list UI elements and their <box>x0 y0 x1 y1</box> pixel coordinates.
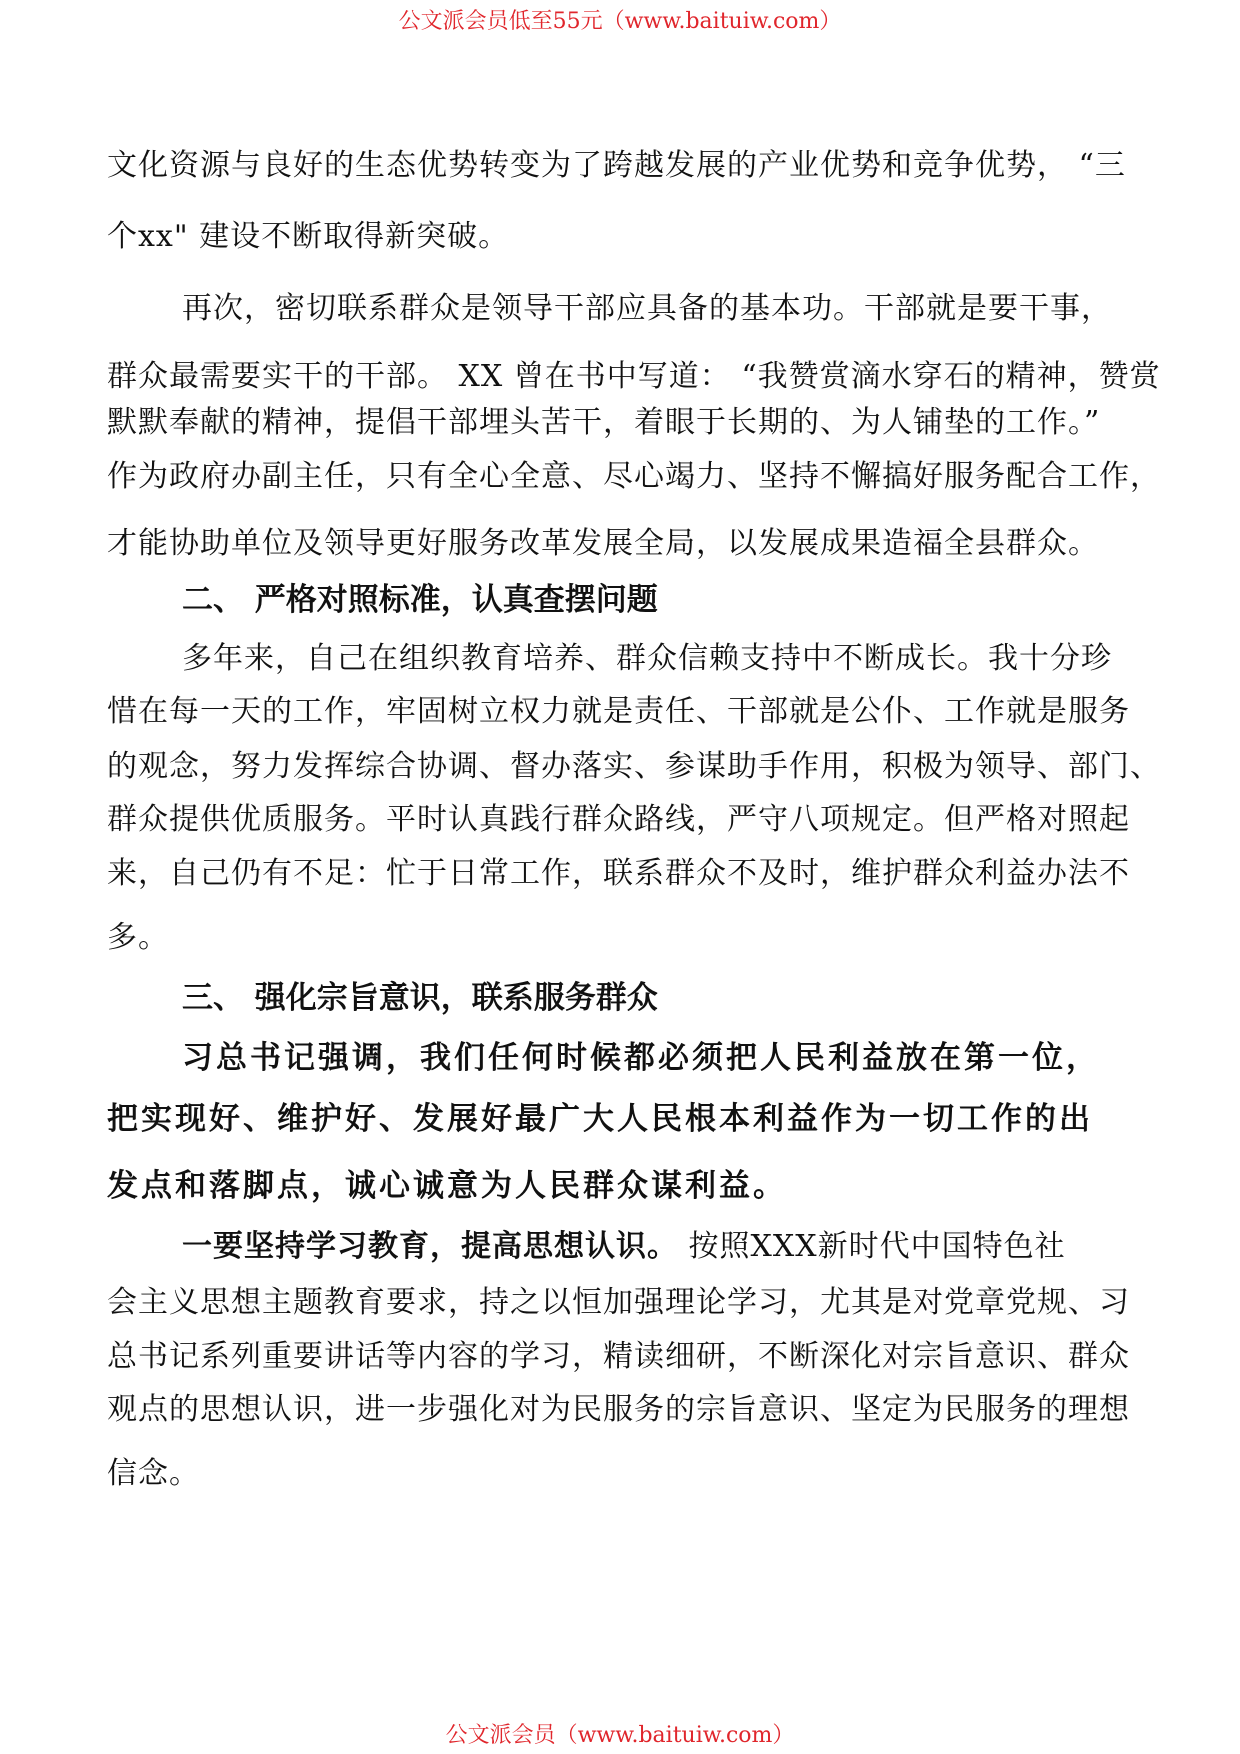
bold-paragraph-line: 发点和落脚点，诚心诚意为人民群众谋利益。 <box>107 1168 787 1204</box>
paragraph-text: 按照XXX新时代中国特色社 <box>678 1229 1066 1264</box>
paragraph-line: 的观念，努力发挥综合协调、督办落实、参谋助手作用，积极为领导、部门、 <box>107 749 1161 784</box>
header-watermark: 公文派会员低至55元（www.baituiw.com） <box>398 9 842 34</box>
paragraph-line: 观点的思想认识，进一步强化对为民服务的宗旨意识、坚定为民服务的理想 <box>107 1392 1130 1427</box>
bold-lead-in: 一要坚持学习教育，提高思想认识。 <box>182 1229 678 1264</box>
footer-watermark: 公文派会员（www.baituiw.com） <box>445 1723 795 1748</box>
paragraph-line: 群众最需要实干的干部。 XX 曾在书中写道： “我赞赏滴水穿石的精神，赞赏 <box>107 359 1161 394</box>
paragraph-line: 再次，密切联系群众是领导干部应具备的基本功。干部就是要干事， <box>182 291 1112 326</box>
section-heading-2: 二、 严格对照标准，认真查摆问题 <box>182 582 658 618</box>
paragraph-line: 惜在每一天的工作，牢固树立权力就是责任、干部就是公仆、工作就是服务 <box>107 694 1130 729</box>
paragraph-line: 默默奉献的精神，提倡干部埋头苦干，着眼于长期的、为人铺垫的工作。” <box>107 405 1101 440</box>
section-heading-3: 三、 强化宗旨意识，联系服务群众 <box>182 980 658 1016</box>
paragraph-line: 才能协助单位及领导更好服务改革发展全局，以发展成果造福全县群众。 <box>107 526 1099 561</box>
paragraph-line: 多。 <box>107 920 169 955</box>
paragraph-line: 信念。 <box>107 1456 200 1491</box>
paragraph-line: 作为政府办副主任，只有全心全意、尽心竭力、坚持不懈搞好服务配合工作， <box>107 459 1161 494</box>
paragraph-line: 多年来，自己在组织教育培养、群众信赖支持中不断成长。我十分珍 <box>182 641 1112 676</box>
paragraph-line: 总书记系列重要讲话等内容的学习，精读细研，不断深化对宗旨意识、群众 <box>107 1339 1130 1374</box>
paragraph-line <box>182 1229 1066 1265</box>
paragraph-line: 个xx" 建设不断取得新突破。 <box>107 219 510 254</box>
bold-paragraph-line: 习总书记强调，我们任何时候都必须把人民利益放在第一位， <box>182 1040 1100 1076</box>
paragraph-line: 群众提供优质服务。平时认真践行群众路线，严守八项规定。但严格对照起 <box>107 802 1130 837</box>
bold-paragraph-line: 把实现好、维护好、发展好最广大人民根本利益作为一切工作的出 <box>107 1101 1093 1137</box>
paragraph-line: 来，自己仍有不足：忙于日常工作，联系群众不及时，维护群众利益办法不 <box>107 856 1130 891</box>
paragraph-line: 文化资源与良好的生态优势转变为了跨越发展的产业优势和竞争优势， “三 <box>107 148 1126 183</box>
paragraph-line: 会主义思想主题教育要求，持之以恒加强理论学习，尤其是对党章党规、习 <box>107 1285 1130 1320</box>
